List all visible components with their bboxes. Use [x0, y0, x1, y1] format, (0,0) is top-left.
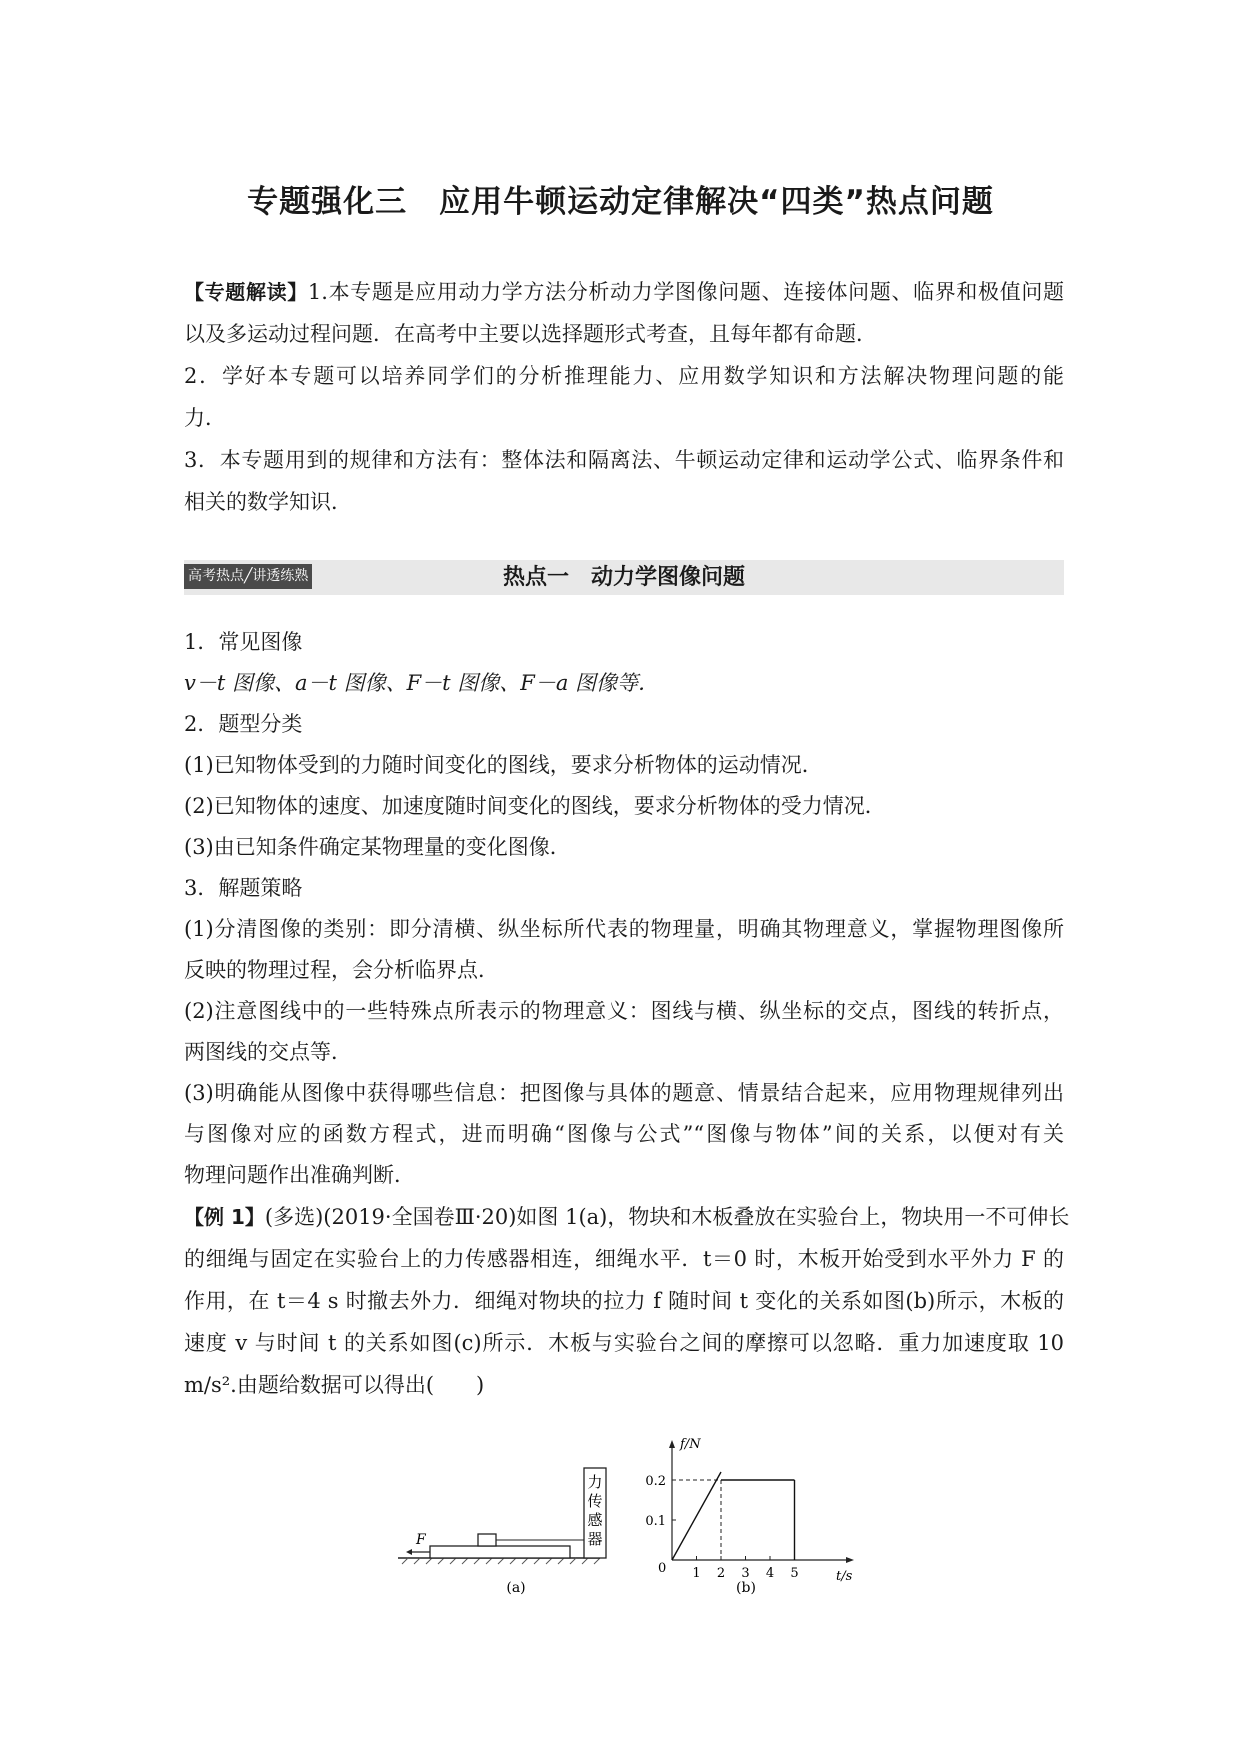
sensor-label-char: 传: [587, 1492, 603, 1510]
x-axis-label: t/s: [836, 1569, 853, 1584]
body-line: (2)已知物体的速度、加速度随时间变化的图线，要求分析物体的受力情况．: [184, 794, 886, 818]
force-label: F: [416, 1532, 426, 1548]
sensor-label-char: 器: [587, 1530, 603, 1548]
y-axis-label: f/N: [680, 1437, 701, 1452]
intro-line: 相关的数学知识．: [184, 490, 352, 514]
force-arrowhead: [406, 1549, 412, 1555]
x-tick-label: 3: [741, 1566, 750, 1581]
example-line: m/s².由题给数据可以得出( ): [184, 1373, 485, 1397]
intro-line: [184, 278, 1064, 306]
intro-line: 3．本专题用到的规律和方法有：整体法和隔离法、牛顿运动定律和运动学公式、临界条件和: [184, 448, 1064, 472]
y-tick-label: 0.1: [645, 1514, 666, 1529]
page-title: 专题强化三 应用牛顿运动定律解决“四类”热点问题: [247, 184, 994, 220]
x-tick-label: 2: [716, 1566, 726, 1581]
body-line: (1)分清图像的类别：即分清横、纵坐标所代表的物理量，明确其物理意义，掌握物理图像所: [184, 917, 1064, 941]
figure-b: [645, 1437, 854, 1596]
x-tick-label: 1: [692, 1566, 701, 1581]
intro-line: 2．学好本专题可以培养同学们的分析推理能力、应用数学知识和方法解决物理问题的能: [184, 364, 1064, 388]
body-line: 与图像对应的函数方程式，进而明确“图像与公式”“图像与物体”间的关系，以便对有关: [184, 1122, 1064, 1146]
sensor-label-char: 力: [587, 1473, 603, 1491]
intro-line: 以及多运动过程问题．在高考中主要以选择题形式考查，且每年都有命题．: [184, 322, 877, 346]
example-line: 的细绳与固定在实验台上的力传感器相连，细绳水平．t＝0 时，木板开始受到水平外力 F 的: [184, 1247, 1064, 1271]
body-line: (2)注意图线中的一些特殊点所表示的物理意义：图线与横、纵坐标的交点，图线的转折点，: [184, 999, 1064, 1023]
body-line: (3)明确能从图像中获得哪些信息：把图像与具体的题意、情景结合起来，应用物理规律列出: [184, 1081, 1064, 1105]
sensor-label-char: 感: [587, 1511, 603, 1529]
body-line: v－t 图像、a－t 图像、F－t 图像、F－a 图像等．: [184, 671, 660, 695]
intro-text: 1.本专题是应用动力学方法分析动力学图像问题、连接体问题、临界和极值问题: [307, 280, 1064, 304]
example-line: 作用，在 t＝4 s 时撤去外力．细绳对物块的拉力 f 随时间 t 变化的关系如图(b)所示，木板的: [184, 1289, 1064, 1313]
body-line: 物理问题作出准确判断．: [184, 1163, 415, 1187]
block: [478, 1534, 496, 1546]
figure-a-caption: (a): [506, 1580, 526, 1596]
body-line: (3)由已知条件确定某物理量的变化图像．: [184, 835, 571, 859]
body-line: 两图线的交点等．: [184, 1040, 352, 1064]
y-axis-arrow: [669, 1440, 675, 1448]
body-line: 2．题型分类: [184, 712, 303, 736]
example-line: 速度 v 与时间 t 的关系如图(c)所示．木板与实验台之间的摩擦可以忽略．重力加速度取 10: [184, 1331, 1064, 1355]
intro-line: 力．: [184, 406, 226, 430]
figure-b-caption: (b): [736, 1580, 756, 1596]
figure-1: [390, 1430, 870, 1604]
body-line: (1)已知物体受到的力随时间变化的图线，要求分析物体的运动情况．: [184, 753, 823, 777]
series-segment: [672, 1472, 721, 1560]
body-line: 3．解题策略: [184, 876, 303, 900]
body-line: 1．常见图像: [184, 630, 303, 654]
x-axis-arrow: [846, 1557, 854, 1563]
ground-hatch: [402, 1558, 600, 1564]
origin-label: 0: [658, 1561, 667, 1576]
figure-svg: [390, 1430, 870, 1600]
section-title: 热点一 动力学图像问题: [502, 565, 745, 590]
x-tick-label: 4: [765, 1566, 775, 1581]
axis-ticks: [645, 1474, 798, 1581]
example-tag: 【例 1】: [184, 1205, 265, 1229]
example-text: (多选)(2019·全国卷Ⅲ·20)如图 1(a)，物块和木板叠放在实验台上，物块用一不可伸长: [264, 1205, 1070, 1229]
section-banner: [184, 560, 1064, 595]
figure-a: [398, 1468, 606, 1596]
x-tick-label: 5: [790, 1566, 799, 1581]
f-t-series: [672, 1472, 795, 1560]
board: [430, 1546, 570, 1558]
y-tick-label: 0.2: [645, 1474, 666, 1489]
intro-tag: 【专题解读】: [184, 280, 308, 304]
section-tag: 高考热点╱讲透练熟: [184, 564, 312, 589]
example-line: [184, 1203, 1070, 1231]
body-line: 反映的物理过程，会分析临界点．: [184, 958, 499, 982]
